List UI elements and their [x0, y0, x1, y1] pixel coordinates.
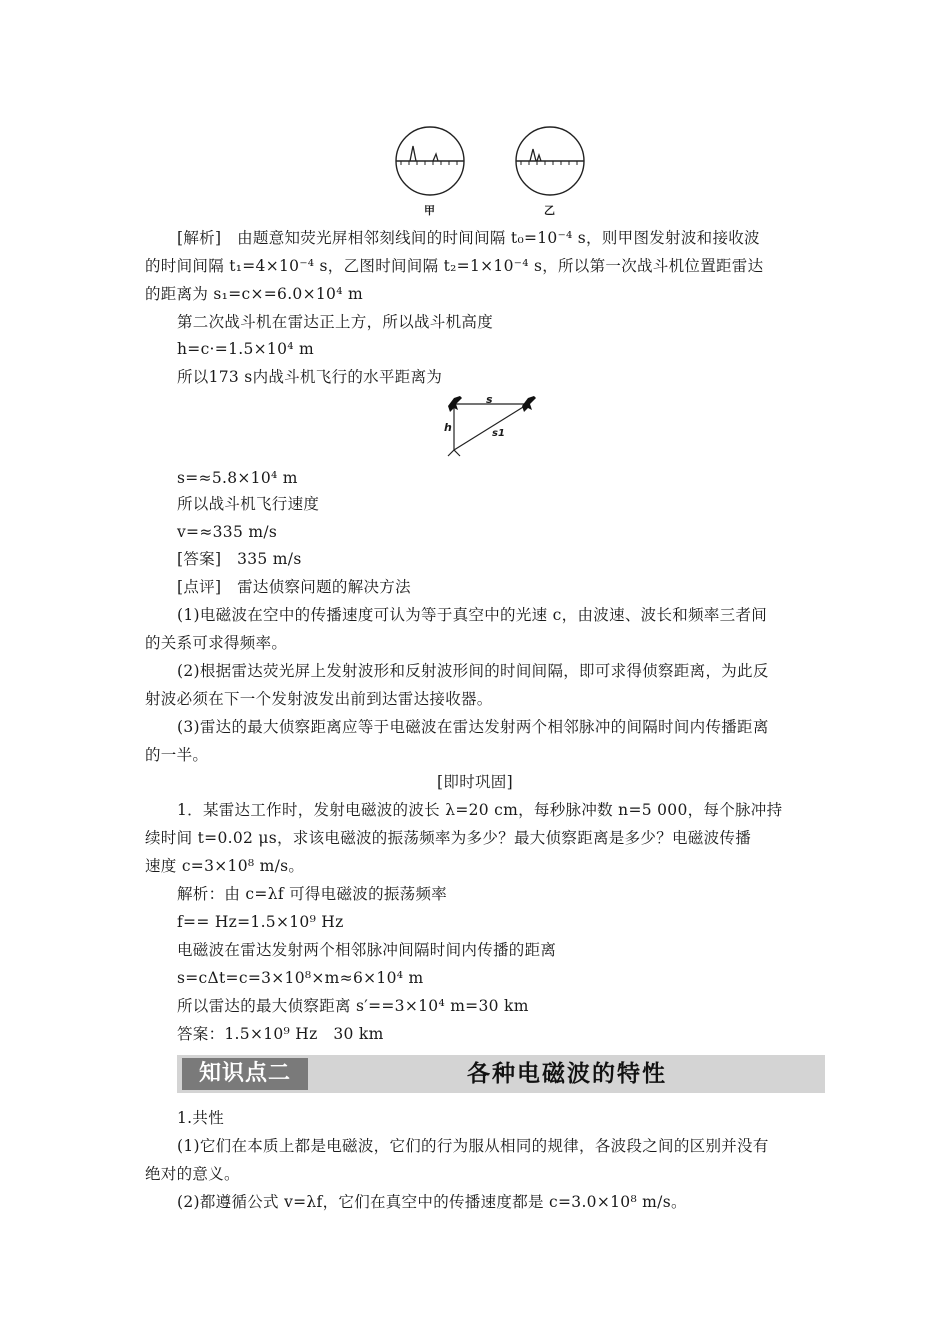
triangle-label-s1: s1	[492, 428, 505, 439]
comment-point-3b: 的一半。	[145, 746, 209, 764]
practice-heading: [即时巩固]	[437, 773, 513, 791]
practice-solution-2: f== Hz=1.5×10⁹ Hz	[177, 913, 344, 931]
triangle-label-h: h	[444, 421, 452, 434]
comment-point-2b: 射波必须在下一个发射波发出前到达雷达接收器。	[145, 690, 493, 708]
radar-screen-jia	[396, 127, 464, 195]
solution-line-2: 的时间间隔 t₁=4×10⁻⁴ s，乙图时间间隔 t₂=1×10⁻⁴ s，所以第一次战斗机位置距雷达	[145, 257, 764, 275]
solution-line-9: v=≈335 m/s	[177, 523, 278, 541]
practice-solution-3: 电磁波在雷达发射两个相邻脉冲间隔时间内传播的距离	[177, 941, 557, 959]
comment-point-2a: (2)根据雷达荧光屏上发射波形和反射波形间的时间间隔，即可求得侦察距离，为此反	[177, 662, 769, 680]
section-title: 各种电磁波的特性	[467, 1061, 667, 1087]
aircraft-icon-right	[522, 396, 536, 412]
solution-line-5: h=c·=1.5×10⁴ m	[177, 340, 314, 358]
section-point-1b: 绝对的意义。	[145, 1165, 240, 1183]
comment-heading: [点评] 雷达侦察问题的解决方法	[177, 578, 411, 596]
section-point-1a: (1)它们在本质上都是电磁波，它们的行为服从相同的规律，各波段之间的区别并没有	[177, 1137, 769, 1155]
comment-point-1a: (1)电磁波在空中的传播速度可认为等于真空中的光速 c，由波速、波长和频率三者间	[177, 606, 768, 624]
solution-line-3: 的距离为 s₁=c×=6.0×10⁴ m	[145, 285, 363, 303]
comment-point-1b: 的关系可求得频率。	[145, 634, 288, 652]
section-banner	[177, 1055, 825, 1093]
practice-question-3: 速度 c=3×10⁸ m/s。	[145, 857, 305, 875]
practice-solution-5: 所以雷达的最大侦察距离 s′==3×10⁴ m=30 km	[177, 997, 529, 1015]
practice-solution-1: 解析：由 c=λf 可得电磁波的振荡频率	[177, 885, 448, 903]
practice-question-1: 1．某雷达工作时，发射电磁波的波长 λ=20 cm，每秒脉冲数 n=5 000，每个脉冲持	[177, 801, 783, 819]
section-tag: 知识点二	[182, 1058, 308, 1090]
triangle-label-s: s	[486, 393, 493, 406]
solution-line-6: 所以173 s内战斗机飞行的水平距离为	[177, 368, 443, 386]
comment-point-3a: (3)雷达的最大侦察距离应等于电磁波在雷达发射两个相邻脉冲的间隔时间内传播距离	[177, 718, 769, 736]
solution-line-1: [解析] 由题意知荧光屏相邻刻线间的时间间隔 t₀=10⁻⁴ s，则甲图发射波和接收波	[177, 229, 760, 247]
practice-question-2: 续时间 t=0.02 μs，求该电磁波的振荡频率为多少？最大侦察距离是多少？电磁波传播	[145, 829, 752, 847]
radar-label-jia: 甲	[424, 204, 435, 217]
practice-answer: 答案：1.5×10⁹ Hz 30 km	[177, 1025, 384, 1043]
section-point-2: (2)都遵循公式 v=λf，它们在真空中的传播速度都是 c=3.0×10⁸ m/s。	[177, 1193, 687, 1211]
radar-screen-yi	[516, 127, 584, 195]
radar-label-yi: 乙	[544, 204, 555, 217]
practice-solution-4: s=cΔt=c=3×10⁸×m≈6×10⁴ m	[177, 969, 424, 987]
radar-screens-figure	[390, 124, 590, 220]
solution-line-7: s=≈5.8×10⁴ m	[177, 469, 298, 487]
answer-line: [答案] 335 m/s	[177, 550, 302, 568]
section-subheading: 1.共性	[177, 1109, 224, 1127]
solution-line-8: 所以战斗机飞行速度	[177, 495, 320, 513]
solution-line-4: 第二次战斗机在雷达正上方，所以战斗机高度	[177, 313, 494, 331]
